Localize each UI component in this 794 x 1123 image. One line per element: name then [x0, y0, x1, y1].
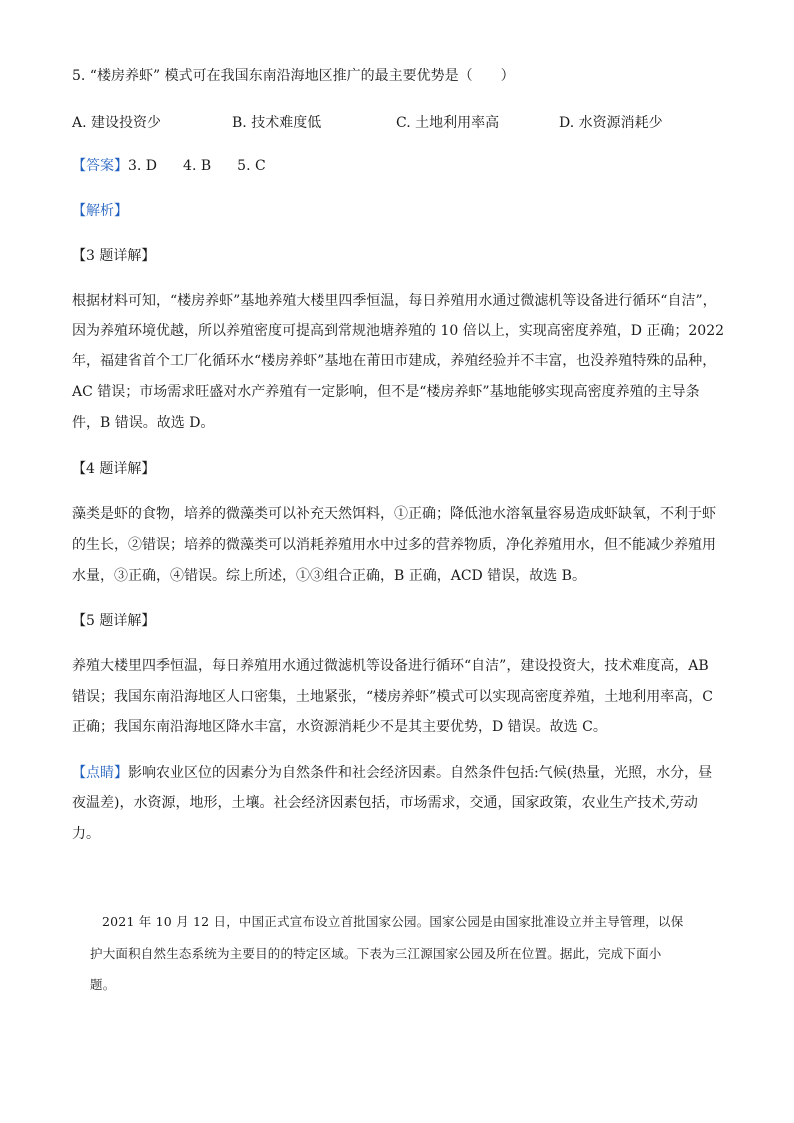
section-5-line: 错误；我国东南沿海地区人口密集，土地紧张，“楼房养虾”模式可以实现高密度养殖，土地利用率高，C [72, 689, 714, 705]
section-5-title: 【5 题详解】 [72, 613, 156, 629]
section-5-line: 养殖大楼里四季恒温，每日养殖用水通过微滤机等设备进行循环“自洁”，建设投资大，技术难度高，AB [72, 658, 709, 674]
section-5-line: 正确；我国东南沿海地区降水丰富，水资源消耗少不是其主要优势，D 错误。故选 C。 [72, 719, 607, 735]
option-d: D. 水资源消耗少 [559, 115, 663, 131]
answer-4: 4. B [183, 158, 212, 174]
analysis-tag: 【解析】 [72, 203, 128, 219]
section-3-line: 年，福建省首个工厂化循环水“楼房养虾”基地在莆田市建成，养殖经验并不丰富，也没养殖特殊的品种， [72, 353, 717, 369]
tip-tag: 【点睛】 [72, 765, 128, 781]
intro-line: 护大面积自然生态系统为主要目的的特定区域。下表为三江源国家公园及所在位置。据此，完成下面小 [90, 946, 662, 961]
tip-text: 影响农业区位的因素分为自然条件和社会经济因素。自然条件包括:气候(热量，光照，水分，昼 [128, 765, 713, 781]
section-3-line: 根据材料可知，“楼房养虾”基地养殖大楼里四季恒温，每日养殖用水通过微滤机等设备进行循环“自洁”， [72, 293, 717, 309]
section-3-title: 【3 题详解】 [72, 248, 156, 264]
section-4-line: 的生长，②错误；培养的微藻类可以消耗养殖用水中过多的营养物质，净化养殖用水，但不能减少养殖用 [72, 537, 716, 553]
answer-line [72, 156, 722, 176]
answer-3: 3. D [128, 158, 158, 174]
tip-line [72, 763, 722, 783]
option-a: A. 建设投资少 [72, 115, 162, 131]
option-b: B. 技术难度低 [232, 115, 322, 131]
section-3-line: AC 错误；市场需求旺盛对水产养殖有一定影响，但不是“楼房养虾”基地能够实现高密度养殖的主导条 [72, 384, 700, 400]
answer-tag: 【答案】 [72, 158, 128, 174]
question-5-stem: 5. “楼房养虾” 模式可在我国东南沿海地区推广的最主要优势是（ ） [72, 68, 515, 84]
intro-line: 2021 年 10 月 12 日，中国正式宣布设立首批国家公园。国家公园是由国家批准设立并主导管理，以保 [102, 914, 684, 929]
section-4-title: 【4 题详解】 [72, 461, 156, 477]
question-5-options [72, 113, 722, 133]
option-c: C. 土地利用率高 [396, 115, 500, 131]
intro-line: 题。 [90, 977, 116, 992]
section-4-line: 藻类是虾的食物，培养的微藻类可以补充天然饵料，①正确；降低池水溶氧量容易造成虾缺氧，不利于虾 [72, 506, 716, 522]
answer-5: 5. C [237, 158, 266, 174]
section-3-line: 件，B 错误。故选 D。 [72, 415, 215, 431]
section-3-line: 因为养殖环境优越，所以养殖密度可提高到常规池塘养殖的 10 倍以上，实现高密度养殖，D 正确；2022 [72, 323, 725, 339]
section-4-line: 水量，③正确，④错误。综上所述，①③组合正确，B 正确，ACD 错误，故选 B。 [72, 568, 586, 584]
tip-line: 力。 [72, 826, 100, 842]
tip-line: 夜温差)，水资源，地形，土壤。社会经济因素包括，市场需求，交通，国家政策，农业生产技术,劳动 [72, 795, 698, 811]
